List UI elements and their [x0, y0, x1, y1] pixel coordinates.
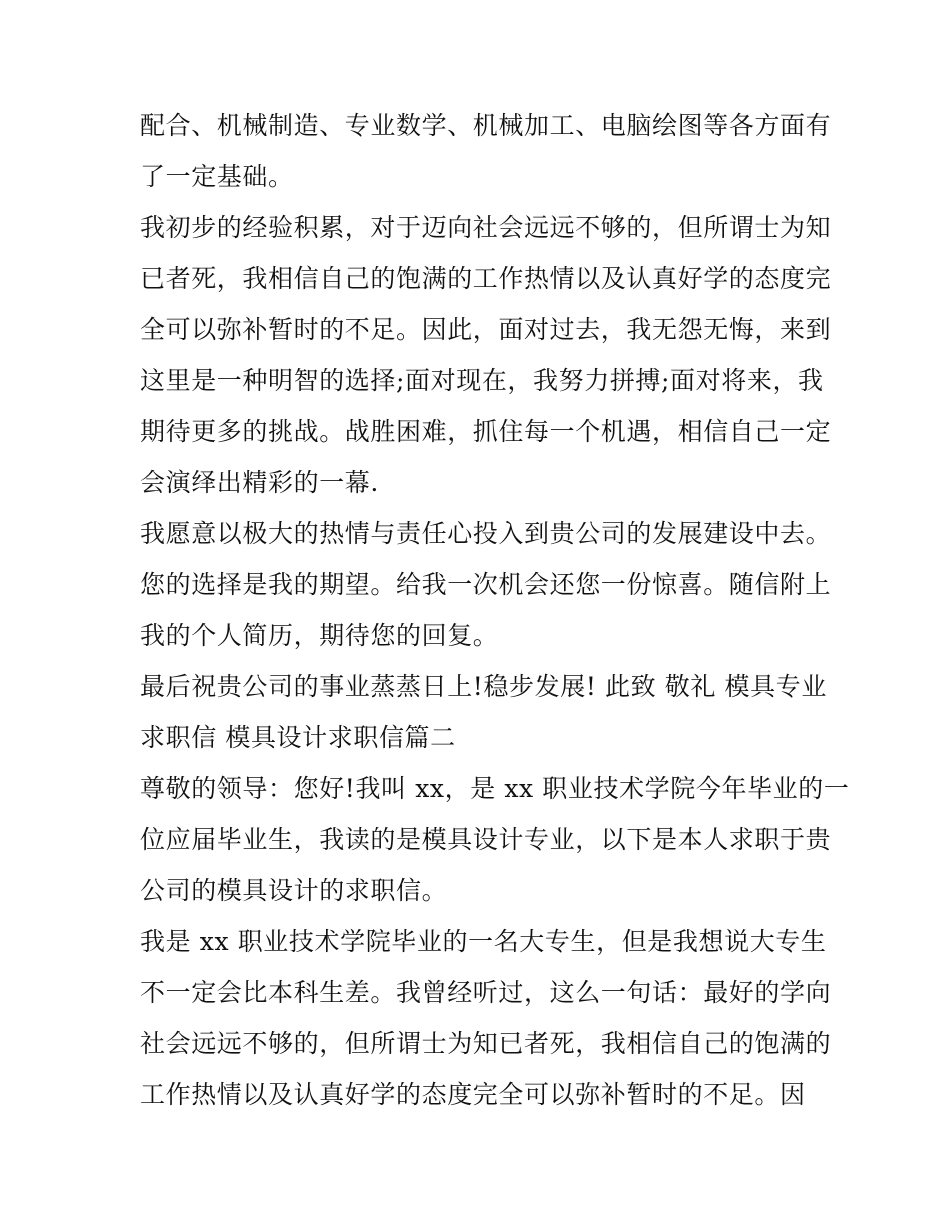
text-line: 您的选择是我的期望。给我一次机会还您一份惊喜。随信附上 [140, 570, 832, 599]
text-line: 公司的模具设计的求职信。 [140, 876, 448, 905]
text-line: 我初步的经验积累，对于迈向社会远远不够的，但所谓士为知 [140, 213, 832, 242]
text-line: 期待更多的挑战。战胜困难，抓住每一个机遇，相信自己一定 [140, 417, 832, 446]
text-line: 全可以弥补暂时的不足。因此，面对过去，我无怨无悔，来到 [140, 315, 832, 344]
text-line: 不一定会比本科生差。我曾经听过，这么一句话：最好的学向 [140, 978, 832, 1007]
text-line: 配合、机械制造、专业数学、机械加工、电脑绘图等各方面有 [140, 111, 832, 140]
text-line: 我是 xx 职业技术学院毕业的一名大专生，但是我想说大专生 [140, 927, 827, 956]
text-line: 工作热情以及认真好学的态度完全可以弥补暂时的不足。因 [140, 1080, 806, 1109]
text-line: 最后祝贵公司的事业蒸蒸日上!稳步发展! 此致 敬礼 模具专业 [140, 672, 827, 701]
text-line: 社会远远不够的，但所谓士为知已者死，我相信自己的饱满的 [140, 1029, 832, 1058]
text-line: 这里是一种明智的选择;面对现在，我努力拼搏;面对将来，我 [140, 366, 824, 395]
text-line: 位应届毕业生，我读的是模具设计专业，以下是本人求职于贵 [140, 825, 832, 854]
text-line: 我愿意以极大的热情与责任心投入到贵公司的发展建设中去。 [140, 519, 832, 548]
text-line: 已者死，我相信自己的饱满的工作热情以及认真好学的态度完 [140, 264, 832, 293]
text-line: 我的个人简历，期待您的回复。 [140, 621, 499, 650]
text-line: 尊敬的领导：您好!我叫 xx，是 xx 职业技术学院今年毕业的一 [140, 774, 850, 803]
text-line: 了一定基础。 [140, 162, 294, 191]
text-line: 求职信 模具设计求职信篇二 [140, 723, 456, 752]
text-line: 会演绎出精彩的一幕. [140, 468, 379, 497]
